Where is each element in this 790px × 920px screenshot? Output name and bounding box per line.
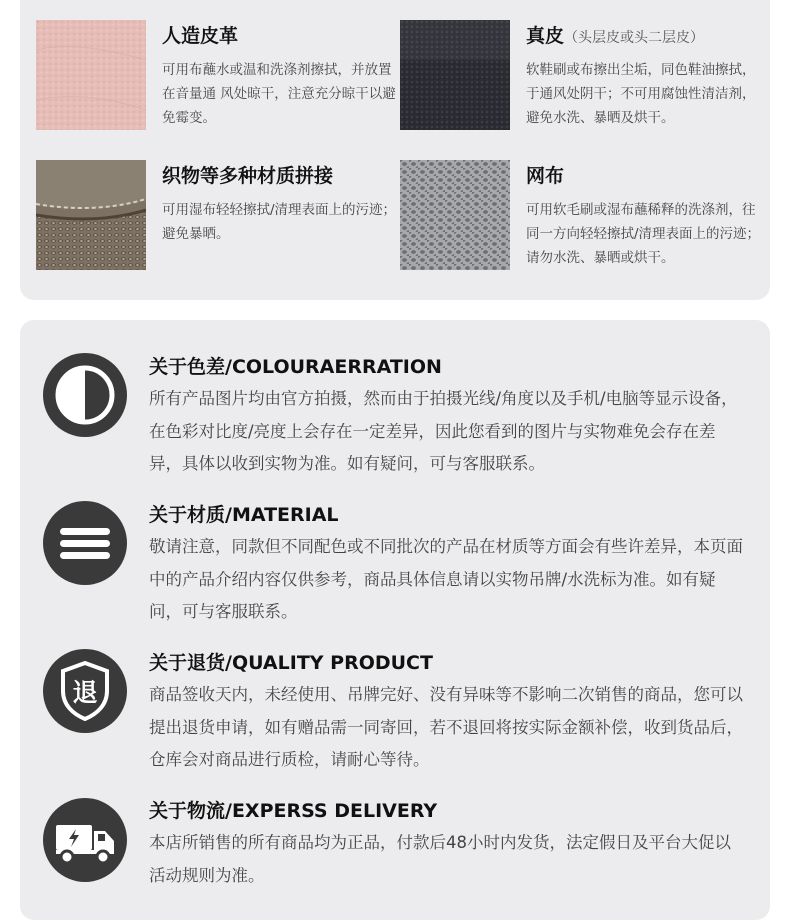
note-title-returns: 关于退货/QUALITY PRODUCT — [149, 652, 433, 674]
contrast-icon — [43, 353, 127, 437]
material-description: 可用软毛刷或湿布蘸稀释的洗涤剂，往同一方向轻轻擦拭/清理表面上的污迹；请勿水洗、暴晒或烘干。 — [526, 202, 761, 266]
material-title: 网布 — [526, 165, 565, 187]
note-title-material: 关于材质/MATERIAL — [149, 504, 339, 526]
material-title: 人造皮革 — [162, 25, 239, 47]
material-care-card — [20, 0, 770, 300]
material-title: 织物等多种材质拼接 — [162, 165, 334, 187]
leather-swatch — [36, 20, 146, 130]
delivery-truck-icon — [43, 798, 127, 882]
note-title-color-difference: 关于色差/COLOURAERRATION — [149, 356, 442, 378]
svg-text:退: 退 — [72, 678, 98, 707]
material-description: 可用布蘸水或温和洗涤剂擦拭，并放置在音量通 风处晾干，注意充分晾干以避免霉变。 — [162, 62, 396, 126]
note-body-delivery: 本店所销售的所有商品均为正品，付款后48小时内发货，法定假日及平台大促以活动规则为准。 — [149, 833, 731, 885]
material-title: 真皮（头层皮或头二层皮） — [526, 25, 705, 47]
note-body-returns: 商品签收天内，未经使用、吊牌完好、没有异味等不影响二次销售的商品，您可以提出退货申请，如有赠品需一同寄回，若不退回将按实际金额补偿，收到货品后，仓库会对商品进行质检，请耐心等待。 — [149, 685, 743, 769]
note-body-color-difference: 所有产品图片均由官方拍摄，然而由于拍摄光线/角度以及手机/电脑等显示设备，在色彩对比度/亮度上会存在一定差异，因此您看到的图片与实物难免会存在差异，具体以收到实物为准。如有疑问，可与客服联系。 — [149, 389, 738, 473]
material-description: 可用湿布轻轻擦拭/清理表面上的污迹；避免暴晒。 — [162, 202, 397, 242]
genuine-leather-swatch — [400, 20, 510, 130]
purchase-notes-card — [20, 320, 770, 920]
menu-lines-icon — [43, 501, 127, 585]
mesh-swatch — [400, 160, 510, 270]
material-description: 软鞋刷或布擦出尘垢，同色鞋油擦拭，于通风处阴干；不可用腐蚀性清洁剂，避免水洗、暴晒及烘干。 — [526, 62, 756, 126]
return-shield-icon — [43, 649, 127, 733]
note-title-delivery: 关于物流/EXPERSS DELIVERY — [149, 800, 438, 822]
note-body-material: 敬请注意，同款但不同配色或不同批次的产品在材质等方面会有些许差异，本页面中的产品介绍内容仅供参考，商品具体信息请以实物吊牌/水洗标为准。如有疑问，可与客服联系。 — [149, 537, 743, 621]
fabric-mix-swatch — [36, 160, 146, 270]
